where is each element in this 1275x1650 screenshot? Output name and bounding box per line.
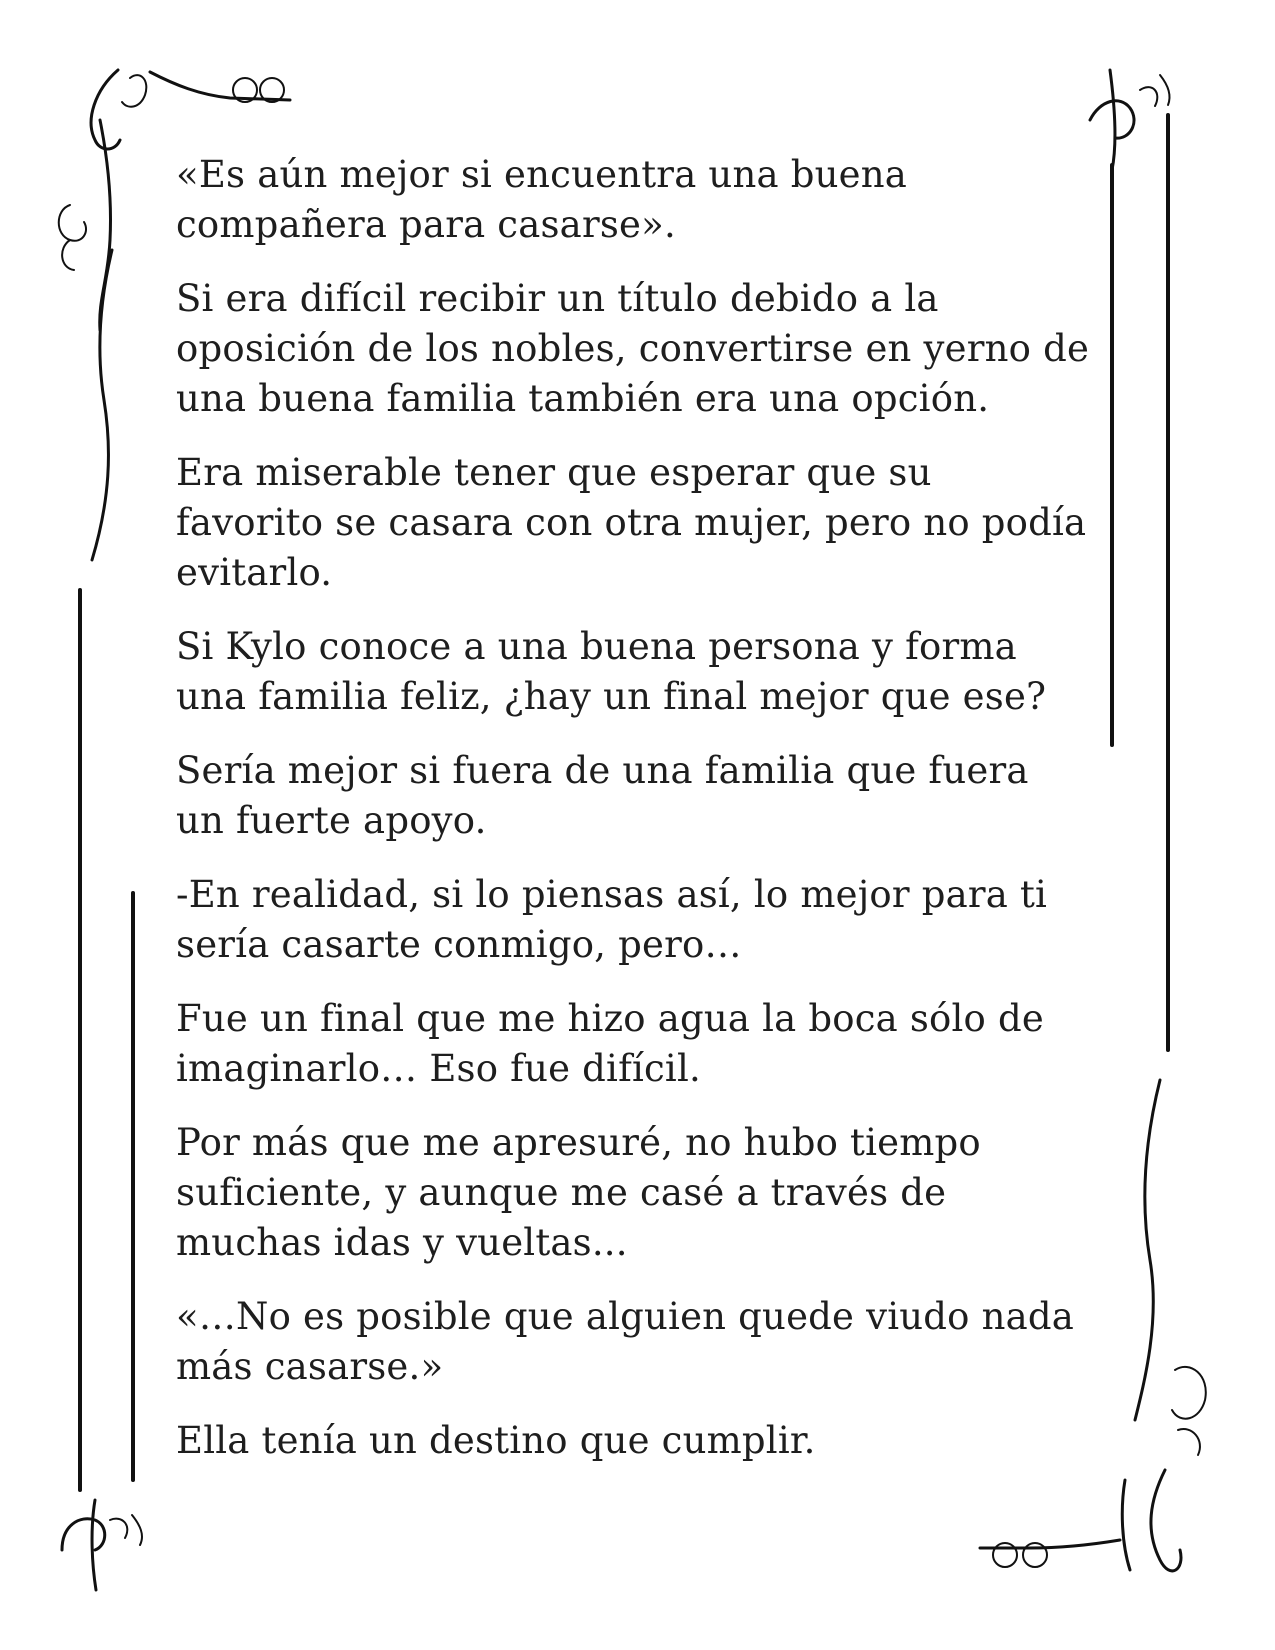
paragraph-6: -En realidad, si lo piensas así, lo mejor para ti sería casarte conmigo, pero… (176, 873, 1048, 966)
flourish-bottom-left (62, 1500, 142, 1590)
paragraph-1: «Es aún mejor si encuentra una buena compañera para casarse». (176, 153, 907, 246)
paragraph-3: Era miserable tener que esperar que su favorito se casara con otra mujer, pero no podía evitarlo. (176, 451, 1087, 594)
paragraph-5: Sería mejor si fuera de una familia que fuera un fuerte apoyo. (176, 749, 1029, 842)
paragraph-10: Ella tenía un destino que cumplir. (176, 1419, 816, 1462)
curve-right-lower (1135, 1080, 1160, 1420)
paragraph-9: «…No es posible que alguien quede viudo nada más casarse.» (176, 1295, 1075, 1388)
paragraph-7: Fue un final que me hizo agua la boca sólo de imaginarlo… Eso fue difícil. (176, 997, 1044, 1090)
curve-left-upper (92, 250, 112, 560)
page-text (176, 150, 1096, 1490)
paragraph-4: Si Kylo conoce a una buena persona y forma una familia feliz, ¿hay un final mejor que ese? (176, 625, 1047, 718)
flourish-top-right (1090, 70, 1170, 170)
paragraph-2: Si era difícil recibir un título debido a la oposición de los nobles, convertirse en yerno de una buena familia también era una opción. (176, 277, 1090, 420)
paragraph-8: Por más que me apresuré, no hubo tiempo suficiente, y aunque me casé a través de muchas idas y vueltas... (176, 1121, 981, 1264)
